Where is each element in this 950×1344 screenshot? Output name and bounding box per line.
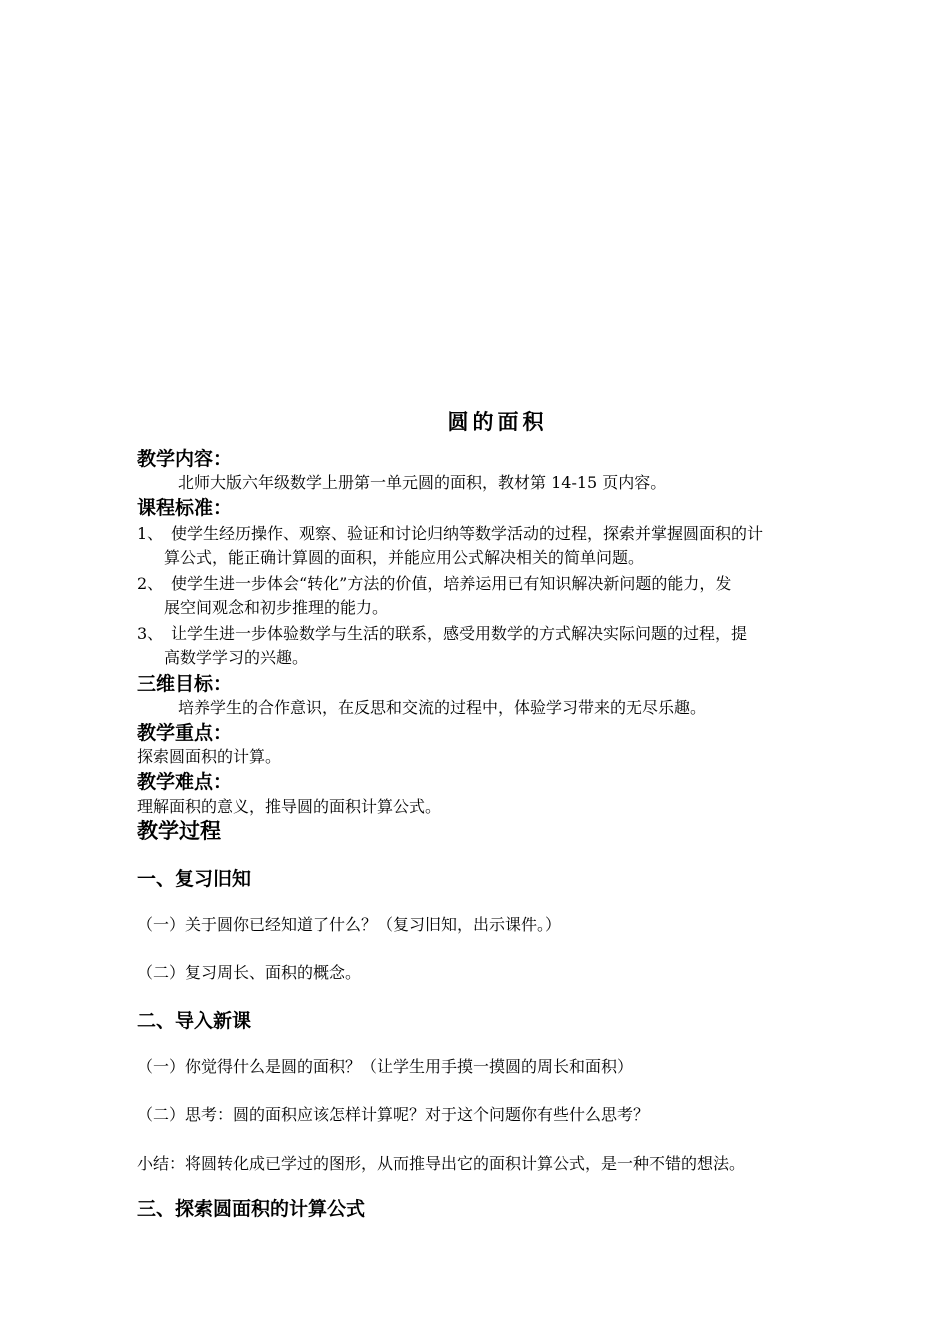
heading-introduction: 二、导入新课 (137, 1010, 252, 1032)
heading-difficulty: 教学难点： (137, 771, 233, 793)
standard-item-line: 让学生进一步体验数学与生活的联系，感受用数学的方式解决实际问题的过程，提 (171, 624, 748, 643)
standard-item-line: 使学生进一步体会“转化”方法的价值，培养运用已有知识解决新问题的能力，发 (171, 574, 732, 593)
difficulty-text: 理解面积的意义，推导圆的面积计算公式。 (137, 797, 442, 816)
standard-item-line: 高数学学习的兴趣。 (164, 648, 309, 667)
heading-explore-formula: 三、探索圆面积的计算公式 (137, 1198, 366, 1220)
standard-item-line: 展空间观念和初步推理的能力。 (164, 598, 389, 617)
intro-summary: 小结：将圆转化成已学过的图形，从而推导出它的面积计算公式，是一种不错的想法。 (137, 1154, 746, 1173)
heading-review: 一、复习旧知 (137, 868, 252, 890)
intro-item-1: （一）你觉得什么是圆的面积？（让学生用手摸一摸圆的周长和面积） (137, 1057, 634, 1076)
heading-teaching-content: 教学内容： (137, 448, 233, 470)
standard-item-number: 3、 (137, 624, 164, 643)
standard-item-line: 算公式，能正确计算圆的面积，并能应用公式解决相关的简单问题。 (164, 548, 645, 567)
intro-item-2: （二）思考：圆的面积应该怎样计算呢？对于这个问题你有些什么思考？ (137, 1105, 650, 1124)
document-title: 圆的面积 (447, 409, 548, 434)
review-item-1: （一）关于圆你已经知道了什么？（复习旧知，出示课件。） (137, 915, 562, 934)
heading-curriculum-standards: 课程标准： (137, 497, 233, 519)
standard-item-line: 使学生经历操作、观察、验证和讨论归纳等数学活动的过程，探索并掌握圆面积的计 (171, 524, 764, 543)
heading-key-point: 教学重点： (137, 722, 233, 744)
standard-item-number: 2、 (137, 574, 164, 593)
goals-text: 培养学生的合作意识，在反思和交流的过程中，体验学习带来的无尽乐趣。 (178, 698, 707, 717)
review-item-2: （二）复习周长、面积的概念。 (137, 963, 362, 982)
teaching-content-text: 北师大版六年级数学上册第一单元圆的面积，教材第 14-15 页内容。 (178, 473, 667, 492)
key-point-text: 探索圆面积的计算。 (137, 747, 282, 766)
heading-three-dimensional-goals: 三维目标： (137, 673, 233, 695)
heading-teaching-process: 教学过程 (137, 819, 221, 843)
standard-item-number: 1、 (137, 524, 164, 543)
